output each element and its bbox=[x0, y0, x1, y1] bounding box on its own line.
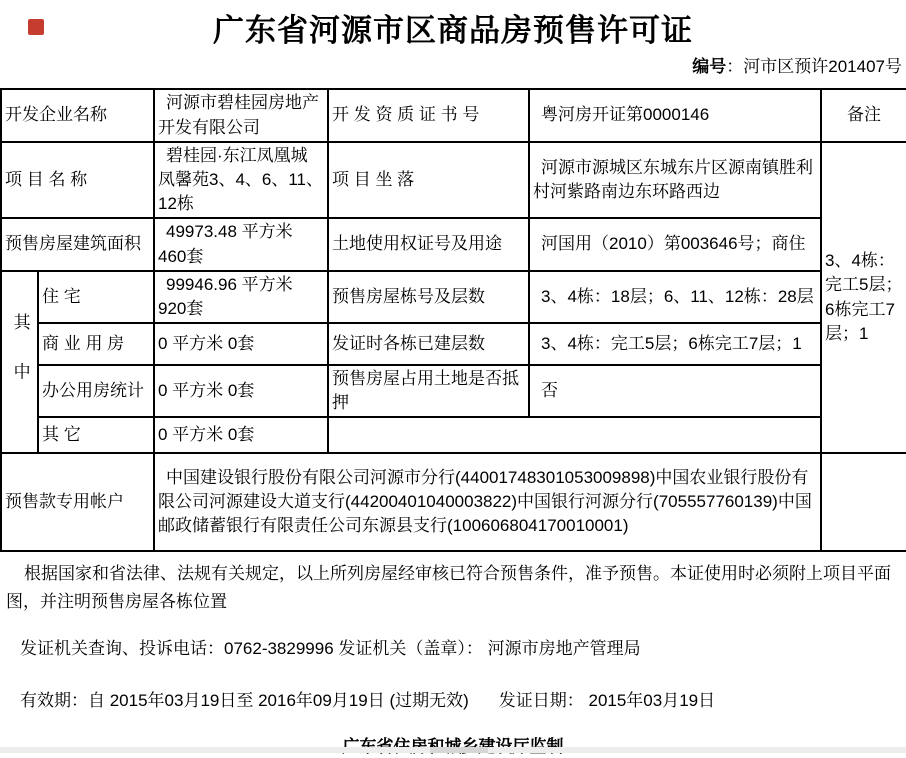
horizontal-scrollbar[interactable] bbox=[0, 747, 906, 753]
table-row bbox=[1, 142, 906, 218]
table-row bbox=[1, 453, 906, 551]
other-label-cell: 其 它 bbox=[38, 417, 154, 453]
building-floors-label-cell: 预售房屋栋号及层数 bbox=[328, 271, 529, 323]
project-name-label-cell: 项 目 名 称 bbox=[1, 142, 154, 218]
issue-date: 发证日期： 2015年03月19日 bbox=[498, 691, 716, 711]
account-value-cell: 中国建设银行股份有限公司河源市分行(44001748301053009898)中国农业银行股份有限公司河源建设大道支行(44200401040003822)中国银行河源分行(705557760139)中国邮政储蓄银行有限责任公司东源县支行(100606804170010001) bbox=[154, 453, 821, 551]
approval-statement: 根据国家和省法律、法规有关规定，以上所列房屋经审核已符合预售条件，准予预售。本证使用时必须附上项目平面图，并注明预售房屋各栋位置 bbox=[6, 564, 891, 612]
residential-label-cell: 住 宅 bbox=[38, 271, 154, 323]
scrollbar-thumb[interactable] bbox=[430, 747, 488, 753]
residential-value-cell: 99946.96 平方米 920套 bbox=[154, 271, 328, 323]
mortgage-label-cell: 预售房屋占用土地是否抵押 bbox=[328, 365, 529, 417]
broken-image-icon bbox=[28, 19, 44, 35]
table-row bbox=[1, 218, 906, 270]
dev-name-value-cell: 河源市碧桂园房地产开发有限公司 bbox=[154, 89, 328, 142]
remark-header-cell: 备注 bbox=[821, 89, 906, 142]
cert-no-label-cell: 开 发 资 质 证 书 号 bbox=[328, 89, 529, 142]
permit-table bbox=[0, 88, 906, 552]
commercial-value-cell: 0 平方米 0套 bbox=[154, 323, 328, 365]
land-cert-label-cell: 土地使用权证号及用途 bbox=[328, 218, 529, 270]
doc-number-label: 编号 bbox=[692, 57, 727, 76]
table-row bbox=[1, 417, 906, 453]
cert-no-value-cell: 粤河房开证第0000146 bbox=[529, 89, 821, 142]
validity-line bbox=[0, 688, 906, 714]
dev-name-label-cell: 开发企业名称 bbox=[1, 89, 154, 142]
empty-remark-cell bbox=[821, 453, 906, 551]
table-row bbox=[1, 323, 906, 365]
area-value-cell: 49973.48 平方米 460套 bbox=[154, 218, 328, 270]
table-row bbox=[1, 89, 906, 142]
page-title: 广东省河源市区商品房预售许可证 bbox=[213, 13, 693, 48]
validity-period: 有效期：自 2015年03月19日至 2016年09月19日 (过期无效) bbox=[20, 691, 469, 711]
building-floors-value-cell: 3、4栋：18层；6、11、12栋：28层 bbox=[529, 271, 821, 323]
built-floors-label-cell: 发证时各栋已建层数 bbox=[328, 323, 529, 365]
remark-value-cell: 3、4栋：完工5层；6栋完工7层；1 bbox=[821, 142, 906, 453]
other-value-cell: 0 平方米 0套 bbox=[154, 417, 328, 453]
built-floors-value-cell: 3、4栋：完工5层；6栋完工7层；1 bbox=[529, 323, 821, 365]
location-label-cell: 项 目 坐 落 bbox=[328, 142, 529, 218]
hotline-line: 发证机关查询、投诉电话：0762-3829996 发证机关（盖章）： 河源市房地产管理局 bbox=[20, 639, 641, 659]
among-label: 其中 bbox=[10, 312, 30, 412]
office-value-cell: 0 平方米 0套 bbox=[154, 365, 328, 417]
area-label-cell: 预售房屋建筑面积 bbox=[1, 218, 154, 270]
doc-number-line bbox=[0, 56, 906, 78]
location-value-cell: 河源市源城区东城东片区源南镇胜利村河紫路南边东环路西边 bbox=[529, 142, 821, 218]
among-label-cell bbox=[1, 271, 38, 454]
office-label-cell: 办公用房统计 bbox=[38, 365, 154, 417]
project-name-value-cell: 碧桂园·东江凤凰城凤馨苑3、4、6、11、12栋 bbox=[154, 142, 328, 218]
empty-cell bbox=[328, 417, 821, 453]
account-label-cell: 预售款专用帐户 bbox=[1, 453, 154, 551]
mortgage-value-cell: 否 bbox=[529, 365, 821, 417]
table-row bbox=[1, 271, 906, 323]
table-row bbox=[1, 365, 906, 417]
commercial-label-cell: 商 业 用 房 bbox=[38, 323, 154, 365]
land-cert-value-cell: 河国用（2010）第003646号；商住 bbox=[529, 218, 821, 270]
doc-number-value: ：河市区预许201407号 bbox=[726, 57, 902, 76]
